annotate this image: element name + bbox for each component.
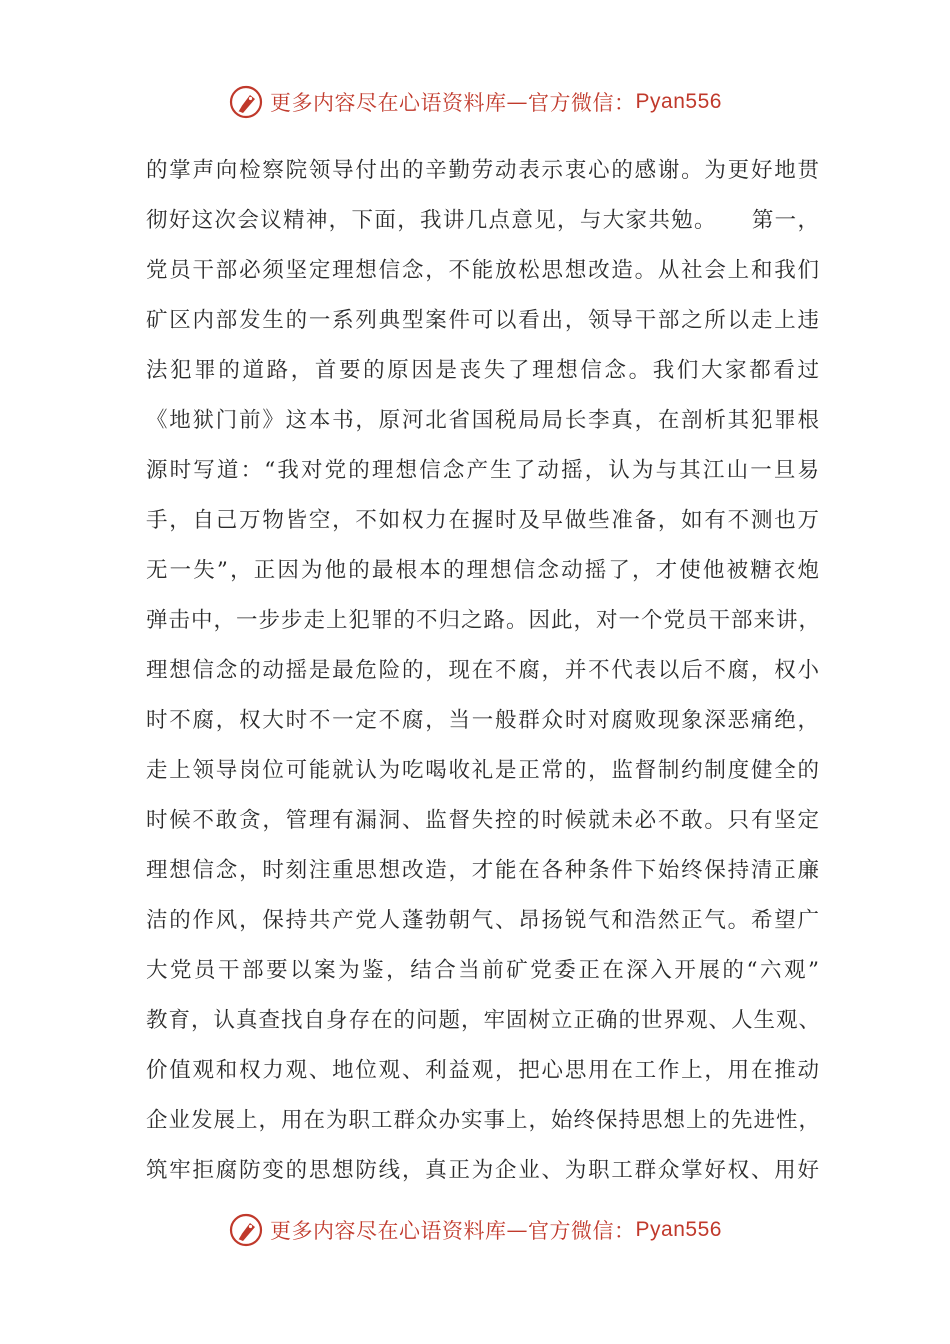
header-separator: — [506,90,529,114]
body-line: 价值观和权力观、地位观、利益观，把心思用在工作上，用在推动 [146,1058,820,1083]
header-banner [0,80,950,124]
footer-separator: — [506,1218,529,1242]
body-line: 走上领导岗位可能就认为吃喝收礼是正常的，监督制约制度健全的 [146,758,820,783]
footer-banner [0,1208,950,1252]
body-line: 企业发展上，用在为职工群众办实事上，始终保持思想上的先进性， [146,1108,822,1133]
body-line: 理想信念的动摇是最危险的，现在不腐，并不代表以后不腐，权小 [146,658,820,683]
header-wechat-label: 官方微信： [528,91,636,115]
body-line: 弹击中，一步步走上犯罪的不归之路。因此，对一个党员干部来讲， [146,608,822,633]
body-line: 法犯罪的道路，首要的原因是丧失了理想信念。我们大家都看过 [146,358,820,383]
pen-nib-icon [228,1212,264,1248]
pen-nib-icon [228,84,264,120]
footer-wechat-label: 官方微信： [528,1219,636,1243]
body-line: 党员干部必须坚定理想信念，不能放松思想改造。从社会上和我们 [146,258,820,283]
body-line: 教育，认真查找自身存在的问题，牢固树立正确的世界观、人生观、 [146,1008,822,1033]
body-line: 洁的作风，保持共产党人蓬勃朝气、昂扬锐气和浩然正气。希望广 [146,908,820,933]
header-wechat-id: Pyan556 [635,90,722,113]
footer-brand-text: 更多内容尽在心语资料库 [270,1219,507,1243]
body-line: 时不腐，权大时不一定不腐，当一般群众时对腐败现象深恶痛绝， [146,708,820,733]
document-body [146,146,820,1196]
body-line: 筑牢拒腐防变的思想防线，真正为企业、为职工群众掌好权、用好 [146,1158,820,1183]
footer-wechat-id: Pyan556 [635,1218,722,1241]
header-brand-text: 更多内容尽在心语资料库 [270,91,507,115]
body-line: 源时写道：“我对党的理想信念产生了动摇，认为与其江山一旦易 [146,458,820,483]
body-line: 无一失”，正因为他的最根本的理想信念动摇了，才使他被糖衣炮 [146,558,820,583]
body-line: 理想信念，时刻注重思想改造，才能在各种条件下始终保持清正廉 [146,858,820,883]
body-line: 彻好这次会议精神，下面，我讲几点意见，与大家共勉。 第一， [146,208,820,233]
body-line: 《地狱门前》这本书，原河北省国税局局长李真，在剖析其犯罪根 [146,408,820,433]
body-line: 大党员干部要以案为鉴，结合当前矿党委正在深入开展的“六观” [146,958,820,983]
body-line: 时候不敢贪，管理有漏洞、监督失控的时候就未必不敢。只有坚定 [146,808,820,833]
body-line: 手，自己万物皆空，不如权力在握时及早做些准备，如有不测也万 [146,508,820,533]
body-line: 的掌声向检察院领导付出的辛勤劳动表示衷心的感谢。为更好地贯 [146,158,820,183]
body-line: 矿区内部发生的一系列典型案件可以看出，领导干部之所以走上违 [146,308,820,333]
